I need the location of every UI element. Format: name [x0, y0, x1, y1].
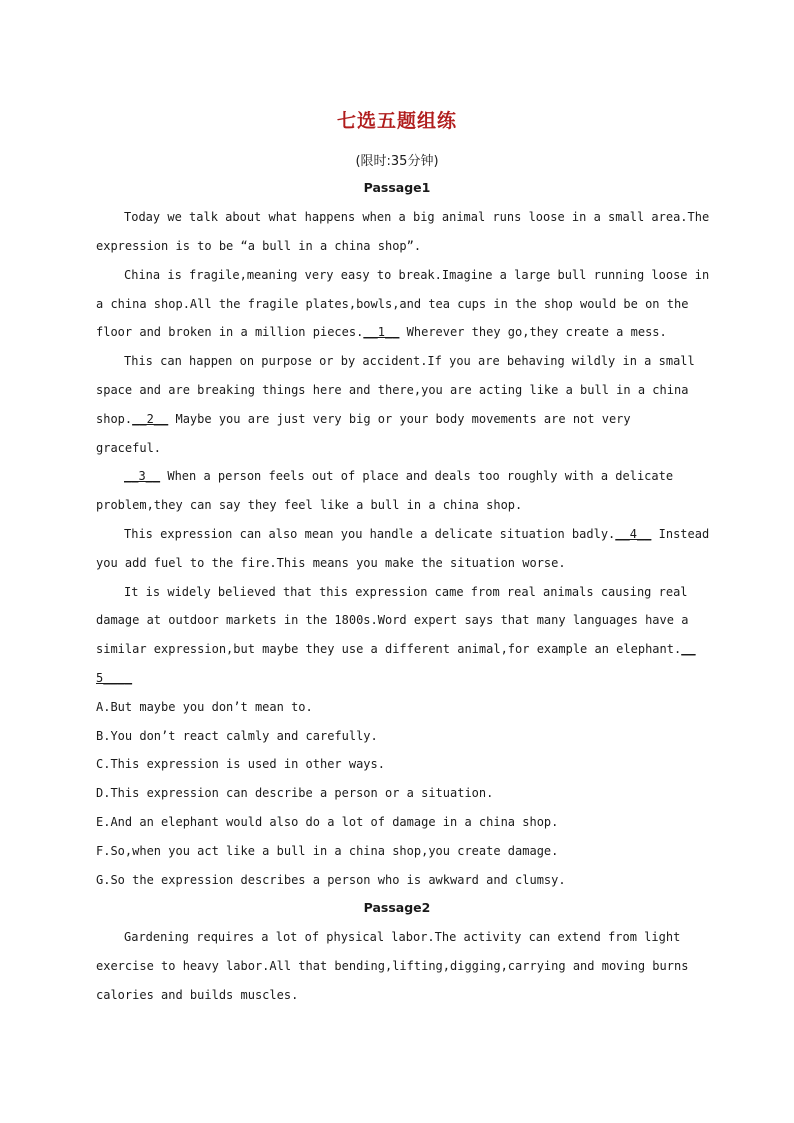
blank-3: __3__ — [124, 469, 161, 483]
p1-line-with-blank — [124, 526, 709, 542]
p1-line: a china shop.All the fragile plates,bowls,and tea cups in the shop would be on the — [96, 297, 689, 311]
p1-line-with-blank — [96, 411, 631, 427]
passage2-heading: Passage2 — [363, 900, 431, 915]
passage1-heading: Passage1 — [363, 180, 431, 195]
p1-text: Maybe you are just very big or your body movements are not very — [168, 412, 631, 426]
time-limit: (限时:35分钟) — [355, 154, 439, 169]
blank-5-start: __ — [681, 642, 696, 656]
p1-line-with-blank — [96, 641, 696, 657]
option-b: B.You don’t react calmly and carefully. — [96, 729, 378, 743]
option-e: E.And an elephant would also do a lot of damage in a china shop. — [96, 815, 559, 829]
p1-text: floor and broken in a million pieces. — [96, 325, 364, 339]
p1-text: shop. — [96, 412, 133, 426]
p1-line-with-blank — [124, 468, 673, 484]
p1-line: This can happen on purpose or by accident.If you are behaving wildly in a small — [124, 354, 695, 368]
p1-line: damage at outdoor markets in the 1800s.Word expert says that many languages have a — [96, 613, 689, 627]
p1-line: space and are breaking things here and there,you are acting like a bull in a china — [96, 383, 689, 397]
option-g: G.So the expression describes a person who is awkward and clumsy. — [96, 873, 566, 887]
p1-line: expression is to be “a bull in a china shop”. — [96, 239, 422, 253]
p1-line: graceful. — [96, 441, 162, 455]
p1-line-with-blank — [96, 324, 667, 340]
p1-line: It is widely believed that this expression came from real animals causing real — [124, 585, 688, 599]
p1-text: This expression can also mean you handle a delicate situation badly. — [124, 527, 616, 541]
blank-2: __2__ — [132, 412, 169, 426]
page-title: 七选五题组练 — [336, 110, 457, 132]
p1-text: Instead — [651, 527, 710, 541]
blank-5: 5____ — [96, 671, 133, 685]
p1-line: problem,they can say they feel like a bull in a china shop. — [96, 498, 523, 512]
p2-line: exercise to heavy labor.All that bending,lifting,digging,carrying and moving burns — [96, 959, 689, 973]
blank-4: __4__ — [615, 527, 652, 541]
p2-line: calories and builds muscles. — [96, 988, 299, 1002]
p1-line: China is fragile,meaning very easy to break.Imagine a large bull running loose in — [124, 268, 710, 282]
p1-text: similar expression,but maybe they use a different animal,for example an elephant. — [96, 642, 682, 656]
option-f: F.So,when you act like a bull in a china shop,you create damage. — [96, 844, 559, 858]
p2-line: Gardening requires a lot of physical labor.The activity can extend from light — [124, 930, 681, 944]
p1-line: Today we talk about what happens when a big animal runs loose in a small area.The — [124, 210, 710, 224]
option-a: A.But maybe you don’t mean to. — [96, 700, 313, 714]
p1-text: Wherever they go,they create a mess. — [399, 325, 667, 339]
option-d: D.This expression can describe a person or a situation. — [96, 786, 494, 800]
blank-1: __1__ — [363, 325, 400, 339]
p1-text: When a person feels out of place and deals too roughly with a delicate — [160, 469, 674, 483]
p1-line: you add fuel to the fire.This means you make the situation worse. — [96, 556, 566, 570]
p1-line-with-blank — [96, 670, 132, 686]
option-c: C.This expression is used in other ways. — [96, 757, 385, 771]
